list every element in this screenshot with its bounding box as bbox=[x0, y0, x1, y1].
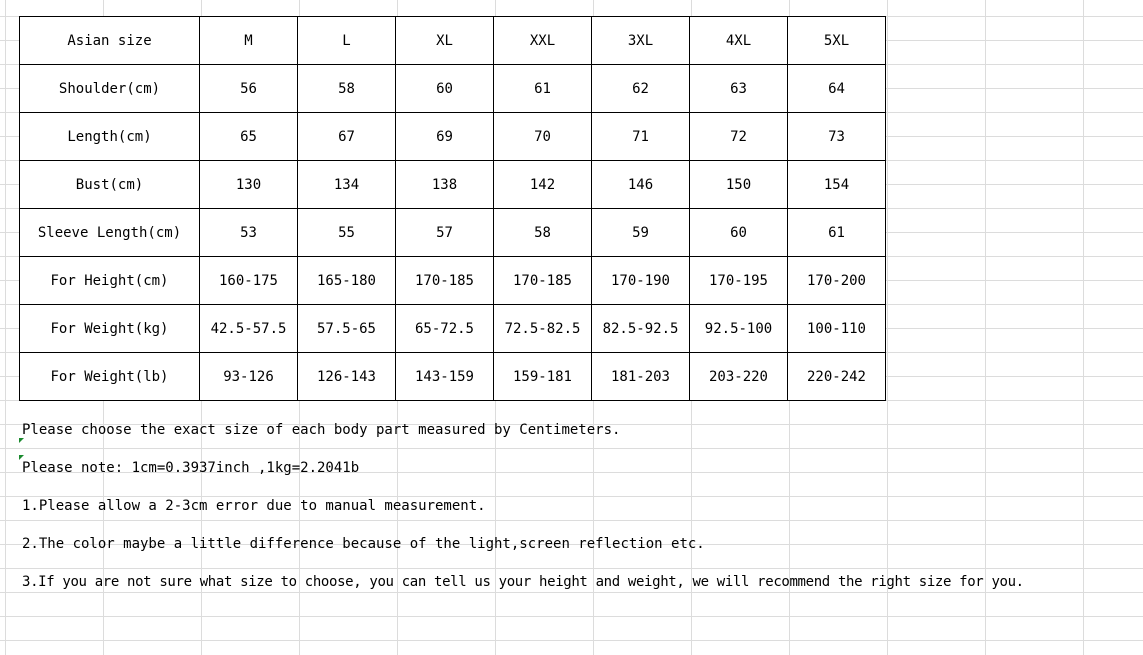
table-cell: 65-72.5 bbox=[396, 305, 494, 353]
table-row bbox=[20, 65, 886, 113]
table-cell: 92.5-100 bbox=[690, 305, 788, 353]
table-cell: 159-181 bbox=[494, 353, 592, 401]
table-cell: 93-126 bbox=[200, 353, 298, 401]
size-chart-body bbox=[20, 17, 886, 401]
row-label: Shoulder(cm) bbox=[20, 65, 200, 113]
row-label: Length(cm) bbox=[20, 113, 200, 161]
table-header-row bbox=[20, 17, 886, 65]
table-cell: 170-200 bbox=[788, 257, 886, 305]
table-cell: 67 bbox=[298, 113, 396, 161]
header-cell: L bbox=[298, 17, 396, 65]
table-cell: 61 bbox=[788, 209, 886, 257]
size-chart-table bbox=[19, 16, 886, 401]
table-cell: 82.5-92.5 bbox=[592, 305, 690, 353]
table-cell: 170-185 bbox=[494, 257, 592, 305]
table-cell: 203-220 bbox=[690, 353, 788, 401]
row-label: Bust(cm) bbox=[20, 161, 200, 209]
table-row bbox=[20, 353, 886, 401]
table-row bbox=[20, 257, 886, 305]
table-cell: 59 bbox=[592, 209, 690, 257]
row-label: For Weight(kg) bbox=[20, 305, 200, 353]
header-cell: XL bbox=[396, 17, 494, 65]
header-cell: 4XL bbox=[690, 17, 788, 65]
table-cell: 134 bbox=[298, 161, 396, 209]
table-cell: 181-203 bbox=[592, 353, 690, 401]
table-cell: 65 bbox=[200, 113, 298, 161]
table-row bbox=[20, 161, 886, 209]
table-cell: 143-159 bbox=[396, 353, 494, 401]
table-cell: 57 bbox=[396, 209, 494, 257]
table-cell: 170-185 bbox=[396, 257, 494, 305]
note-size-recommendation: 3.If you are not sure what size to choose, you can tell us your height and weight, we will recommend the right size for you. bbox=[22, 574, 1024, 590]
table-cell: 71 bbox=[592, 113, 690, 161]
header-cell: M bbox=[200, 17, 298, 65]
header-cell: XXL bbox=[494, 17, 592, 65]
table-cell: 138 bbox=[396, 161, 494, 209]
table-cell: 55 bbox=[298, 209, 396, 257]
table-cell: 57.5-65 bbox=[298, 305, 396, 353]
table-cell: 62 bbox=[592, 65, 690, 113]
table-row bbox=[20, 209, 886, 257]
cell-comment-marker-icon bbox=[19, 438, 24, 443]
table-cell: 64 bbox=[788, 65, 886, 113]
row-label: Sleeve Length(cm) bbox=[20, 209, 200, 257]
table-row bbox=[20, 305, 886, 353]
table-cell: 58 bbox=[494, 209, 592, 257]
table-cell: 170-195 bbox=[690, 257, 788, 305]
table-cell: 154 bbox=[788, 161, 886, 209]
note-measurement-error: 1.Please allow a 2-3cm error due to manual measurement. bbox=[22, 498, 486, 514]
table-cell: 100-110 bbox=[788, 305, 886, 353]
note-color-difference: 2.The color maybe a little difference because of the light,screen reflection etc. bbox=[22, 536, 705, 552]
note-measure-instruction: Please choose the exact size of each body part measured by Centimeters. bbox=[22, 422, 621, 438]
row-label: For Weight(lb) bbox=[20, 353, 200, 401]
row-label: For Height(cm) bbox=[20, 257, 200, 305]
table-cell: 60 bbox=[396, 65, 494, 113]
table-cell: 42.5-57.5 bbox=[200, 305, 298, 353]
table-row bbox=[20, 113, 886, 161]
table-cell: 126-143 bbox=[298, 353, 396, 401]
table-cell: 70 bbox=[494, 113, 592, 161]
table-cell: 72 bbox=[690, 113, 788, 161]
table-cell: 63 bbox=[690, 65, 788, 113]
header-cell: 5XL bbox=[788, 17, 886, 65]
table-cell: 73 bbox=[788, 113, 886, 161]
table-cell: 165-180 bbox=[298, 257, 396, 305]
table-cell: 150 bbox=[690, 161, 788, 209]
table-cell: 146 bbox=[592, 161, 690, 209]
table-cell: 58 bbox=[298, 65, 396, 113]
table-cell: 56 bbox=[200, 65, 298, 113]
header-cell: Asian size bbox=[20, 17, 200, 65]
table-cell: 69 bbox=[396, 113, 494, 161]
table-cell: 160-175 bbox=[200, 257, 298, 305]
table-cell: 142 bbox=[494, 161, 592, 209]
table-cell: 220-242 bbox=[788, 353, 886, 401]
table-cell: 72.5-82.5 bbox=[494, 305, 592, 353]
note-unit-conversion: Please note: 1cm=0.3937inch ,1kg=2.2041b bbox=[22, 460, 360, 476]
table-cell: 130 bbox=[200, 161, 298, 209]
table-cell: 170-190 bbox=[592, 257, 690, 305]
table-cell: 60 bbox=[690, 209, 788, 257]
header-cell: 3XL bbox=[592, 17, 690, 65]
table-cell: 61 bbox=[494, 65, 592, 113]
table-cell: 53 bbox=[200, 209, 298, 257]
